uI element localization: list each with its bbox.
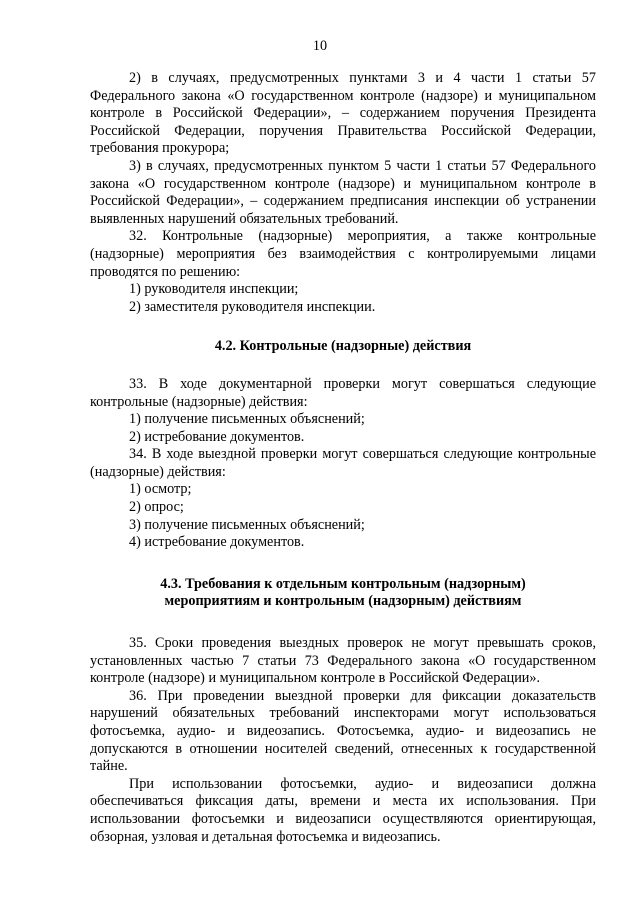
page-number: 10	[312, 38, 328, 54]
list-item: 1) получение письменных объяснений;	[129, 411, 365, 428]
list-item: 4) истребование документов.	[129, 534, 305, 551]
list-item: 1) осмотр;	[129, 481, 192, 498]
paragraph: 3) в случаях, предусмотренных пунктом 5 части 1 статьи 57 Федерального закона «О государственном контроле (надзоре) и муниципальном контроле в Российской Федерации», – содержанием предписания инспекции об устранении выявленных нарушений обязательных требований.	[90, 157, 596, 227]
document-body	[90, 70, 596, 846]
list-item: 1) руководителя инспекции;	[129, 281, 299, 298]
list-item: 2) опрос;	[129, 499, 184, 516]
section-heading-line: мероприятиям и контрольным (надзорным) действиям	[164, 593, 522, 610]
paragraph: 33. В ходе документарной проверки могут совершаться следующие контрольные (надзорные) действия:	[90, 375, 596, 410]
section-heading	[90, 576, 596, 611]
paragraph: 36. При проведении выездной проверки для фиксации доказательств нарушений обязательных требований инспекторами могут использоваться фотосъемка, аудио- и видеозапись. Фотосъемка, аудио- и видеозапись не допускаются в отношении носителей сведений, отнесенных к государственной тайне.	[90, 687, 596, 775]
section-heading-line: 4.3. Требования к отдельным контрольным (надзорным)	[160, 575, 526, 592]
list-item: 3) получение письменных объяснений;	[129, 516, 365, 533]
paragraph: 34. В ходе выездной проверки могут совершаться следующие контрольные (надзорные) действия:	[90, 446, 596, 480]
paragraph: При использовании фотосъемки, аудио- и видеозаписи должна обеспечиваться фиксация даты, времени и места их использования. При использовании фотосъемки и видеозаписи осуществляются ориентирующая, обзорная, узловая и детальная фотосъемка и видеозапись.	[90, 775, 596, 845]
paragraph: 35. Сроки проведения выездных проверок не могут превышать сроков, установленных частью 7 статьи 73 Федерального закона «О государственном контроле (надзоре) и муниципальном контроле в Российской Федерации».	[90, 635, 596, 687]
list-item: 2) истребование документов.	[129, 428, 305, 445]
section-heading: 4.2. Контрольные (надзорные) действия	[214, 338, 472, 355]
list-item: 2) заместителя руководителя инспекции.	[129, 298, 376, 315]
paragraph: 32. Контрольные (надзорные) мероприятия, а также контрольные (надзорные) мероприятия без взаимодействия с контролируемыми лицами проводятся по решению:	[90, 228, 596, 280]
paragraph: 2) в случаях, предусмотренных пунктами 3 и 4 части 1 статьи 57 Федерального закона «О государственном контроле (надзоре) и муниципальном контроле в Российской Федерации», – содержанием поручения Президента Российской Федерации, поручения Правительства Российской Федерации, требования прокурора;	[90, 70, 596, 157]
